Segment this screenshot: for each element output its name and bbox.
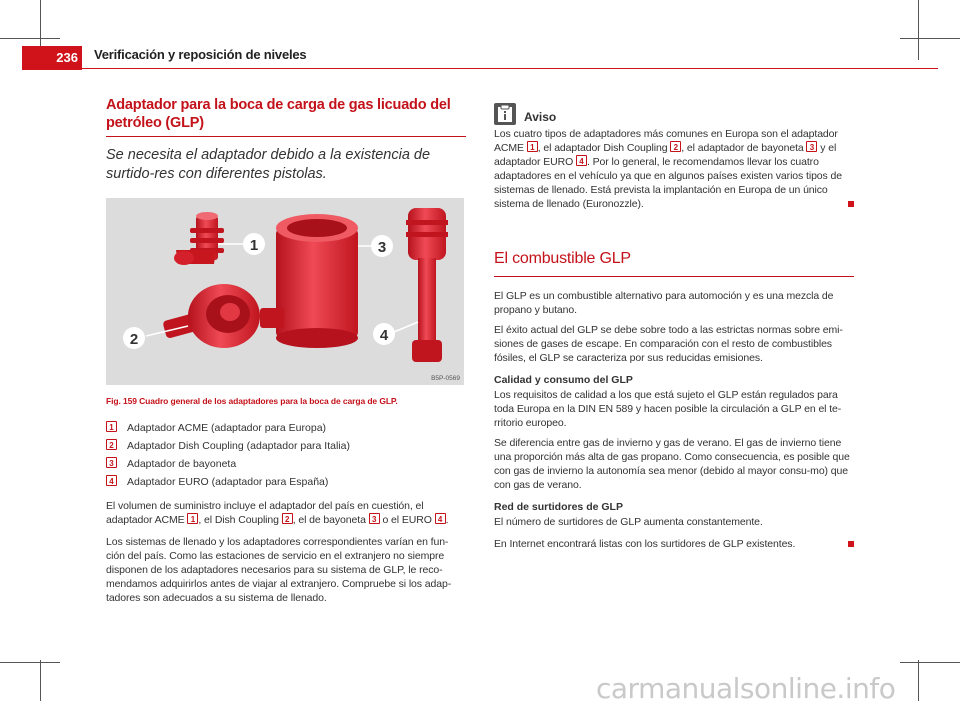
left-column bbox=[106, 96, 466, 605]
page-number: 236 bbox=[56, 50, 78, 65]
euro-adapter-image bbox=[406, 208, 448, 362]
section-title-adapter: Adaptador para la boca de carga de gas licuado del petróleo (GLP) bbox=[106, 97, 451, 131]
section-end-marker bbox=[848, 201, 854, 207]
subheading-quality: Calidad y consumo del GLP bbox=[494, 374, 633, 386]
number-badge: 2 bbox=[106, 439, 117, 450]
supply-paragraph bbox=[106, 499, 466, 527]
note-icon bbox=[494, 103, 516, 125]
text-span: y el adaptador EURO bbox=[494, 142, 837, 168]
watermark: carmanualsonline.info bbox=[596, 672, 896, 701]
text-span: Los cuatro tipos de adaptadores más comunes en Europa son el adaptador ACME bbox=[494, 128, 838, 154]
crop-mark bbox=[918, 660, 919, 701]
section-end-marker bbox=[848, 541, 854, 547]
figure-caption: Fig. 159 Cuadro general de los adaptadores para la boca de carga de GLP. bbox=[106, 396, 398, 406]
number-badge: 2 bbox=[670, 141, 681, 152]
acme-adapter-image bbox=[174, 212, 224, 265]
callout-4 bbox=[373, 322, 418, 345]
list-item-text: Adaptador de bayoneta bbox=[127, 458, 237, 470]
running-header: Verificación y reposición de niveles bbox=[94, 47, 307, 62]
systems-paragraph: Los sistemas de llenado y los adaptadores correspondientes varían en fun-ción del país. Como las estaciones de servicio en el extranjero no siempre disponen de los adaptadores necesarios para su sistema de GLP, le reco-mendamos adquirirlos antes de viajar al extranjero. Compruebe si los adap-tadores son adecuados a su sistema de llenado. bbox=[106, 536, 452, 604]
crop-mark bbox=[918, 0, 919, 60]
text-span: . Por lo general, le recomendamos llevar los cuatro adaptadores en el vehículo ya que en algunos países existen varios tipos de sistemas de llenado. Está prevista la implantación en Europa de un único sistema de llenado (Euronozzle). bbox=[494, 156, 842, 210]
callout-label: 1 bbox=[249, 237, 259, 254]
text-span: El volumen de suministro incluye el adaptador del país en cuestión, el adaptador ACME bbox=[106, 500, 424, 526]
crop-mark bbox=[900, 38, 960, 39]
number-badge: 1 bbox=[106, 421, 117, 432]
callout-3 bbox=[358, 235, 393, 257]
crop-mark bbox=[0, 38, 60, 39]
number-badge: 4 bbox=[106, 475, 117, 486]
crop-mark bbox=[40, 660, 41, 701]
glp-seasonal-paragraph: Se diferencia entre gas de invierno y gas de verano. El gas de invierno tiene una proporción más alta de gas propano. Como consecuencia, es posible que con gas de invierno la autonomía sea menor (debido al mayor consu-mo) que con gas de verano. bbox=[494, 437, 850, 491]
list-item bbox=[106, 419, 466, 437]
text-span: , el adaptador de bayoneta bbox=[681, 142, 807, 154]
list-item-text: Adaptador ACME (adaptador para Europa) bbox=[127, 422, 327, 434]
number-badge: 1 bbox=[187, 513, 198, 524]
text-span: , el Dish Coupling bbox=[198, 514, 282, 526]
text-span: , el adaptador Dish Coupling bbox=[537, 142, 671, 154]
dish-adapter-image bbox=[162, 284, 260, 348]
text-span: En Internet encontrará listas con los surtidores de GLP existentes. bbox=[494, 538, 796, 550]
callout-label: 3 bbox=[377, 239, 387, 256]
adapters-figure bbox=[106, 198, 464, 385]
glp-intro-paragraph: El GLP es un combustible alternativo para automoción y es una mezcla de propano y butano. bbox=[494, 290, 834, 316]
number-badge: 3 bbox=[806, 141, 817, 152]
number-badge: 4 bbox=[435, 513, 446, 524]
list-item bbox=[106, 437, 466, 455]
callout-label: 2 bbox=[129, 331, 139, 348]
crop-mark bbox=[900, 662, 960, 663]
bayonet-adapter-image bbox=[260, 214, 358, 348]
figure-code: B5P-0569 bbox=[431, 375, 460, 382]
callout-label: 4 bbox=[379, 327, 389, 344]
lead-text: Se necesita el adaptador debido a la existencia de surtido-res con diferentes pistolas. bbox=[106, 147, 431, 182]
page-number-box bbox=[22, 46, 82, 70]
glp-quality-paragraph: Los requisitos de calidad a los que está sujeto el GLP están regulados para toda Europa en la DIN EN 589 y hacen posible la circulación a GLP en el te-rritorio europeo. bbox=[494, 389, 842, 429]
list-item bbox=[106, 455, 466, 473]
text-span: , el de bayoneta bbox=[292, 514, 369, 526]
list-item bbox=[106, 473, 466, 491]
adapter-list bbox=[106, 419, 466, 491]
text-span: o el EURO bbox=[379, 514, 435, 526]
text-span: . bbox=[445, 514, 449, 526]
section-title-glp: El combustible GLP bbox=[494, 250, 631, 267]
adapters-illustration bbox=[106, 198, 464, 385]
glp-network-paragraph: El número de surtidores de GLP aumenta constantemente. bbox=[494, 516, 763, 528]
number-badge: 3 bbox=[106, 457, 117, 468]
aviso-label: Aviso bbox=[524, 110, 557, 124]
number-badge: 2 bbox=[282, 513, 293, 524]
aviso-text bbox=[494, 127, 854, 211]
glp-success-paragraph: El éxito actual del GLP se debe sobre todo a las estrictas normas sobre emi-siones de gases de escape. En comparación con el resto de combustibles fósiles, el GLP se caracteriza por sus reducidas emisiones. bbox=[494, 324, 843, 364]
crop-mark bbox=[0, 662, 60, 663]
number-badge: 3 bbox=[369, 513, 380, 524]
callout-1 bbox=[218, 233, 265, 255]
header-rule bbox=[82, 68, 938, 69]
number-badge: 1 bbox=[527, 141, 538, 152]
right-column bbox=[494, 103, 854, 551]
glp-internet-paragraph bbox=[494, 537, 854, 551]
section-rule bbox=[106, 136, 466, 137]
list-item-text: Adaptador Dish Coupling (adaptador para Italia) bbox=[127, 440, 350, 452]
subheading-network: Red de surtidores de GLP bbox=[494, 501, 623, 513]
number-badge: 4 bbox=[576, 155, 587, 166]
aviso-header bbox=[494, 103, 854, 125]
list-item-text: Adaptador EURO (adaptador para España) bbox=[127, 476, 329, 488]
section-rule bbox=[494, 276, 854, 277]
